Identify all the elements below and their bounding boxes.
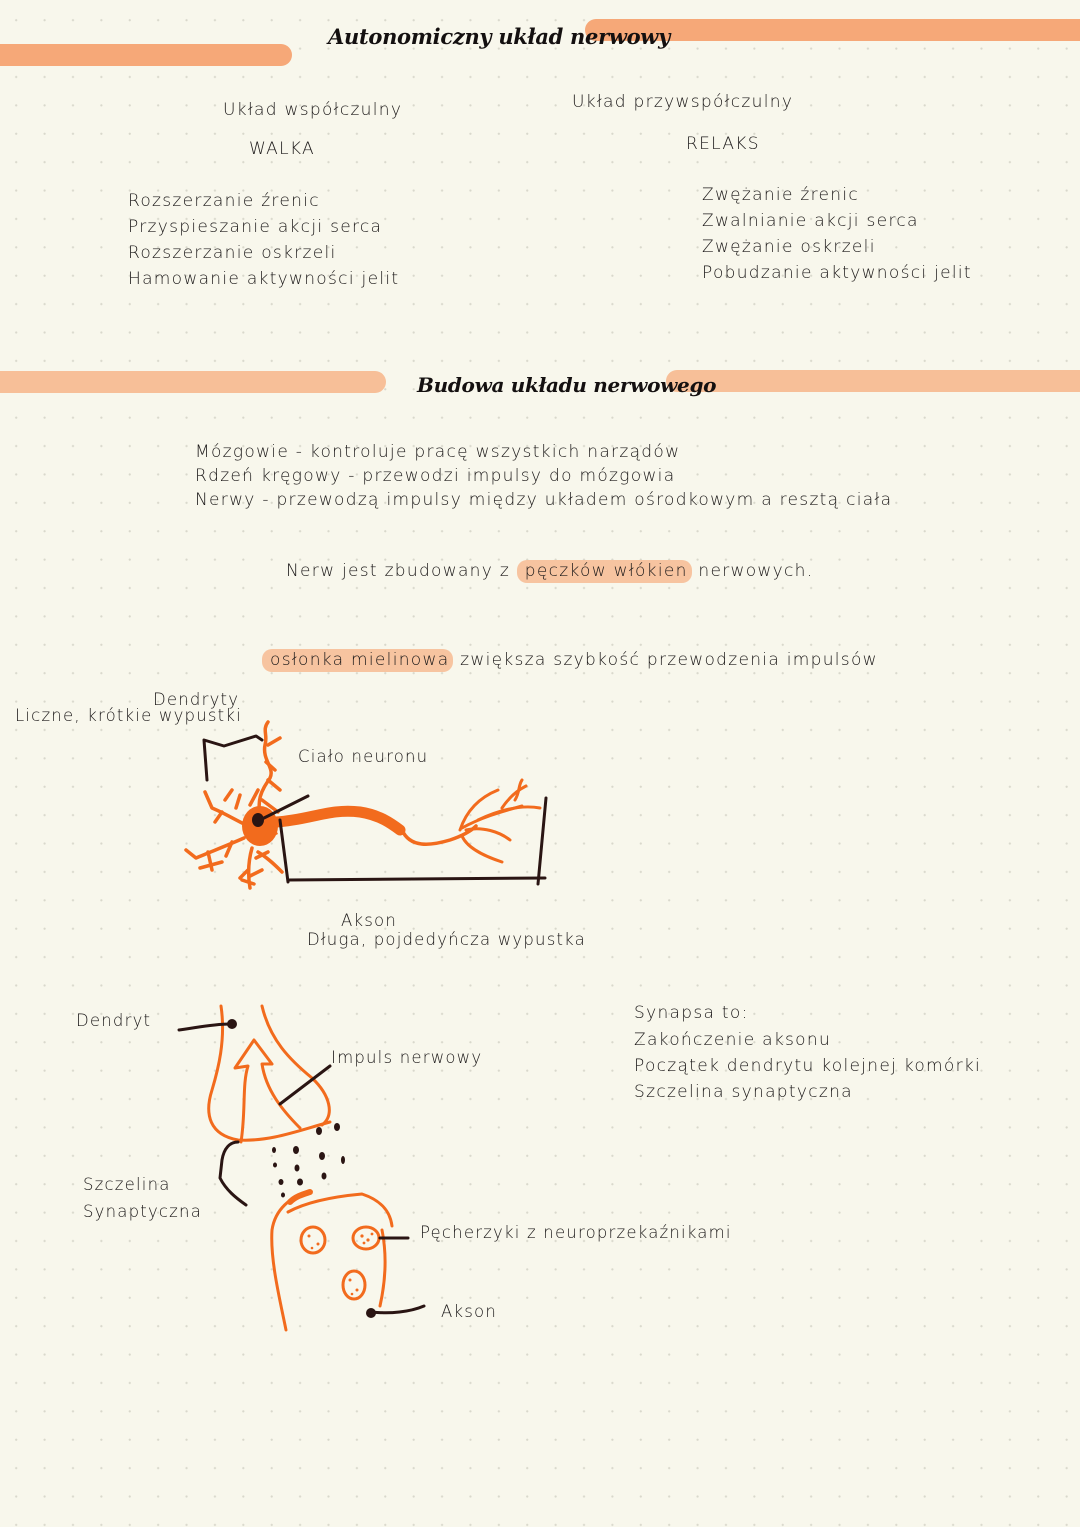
myelin-sentence-after: zwiększa szybkość przewodzenia impulsów	[460, 650, 878, 670]
nerve-sentence-before: Nerw jest zbudowany z	[286, 561, 511, 581]
definition-brain: Mózgowie - kontroluje pracę wszystkich narządów	[195, 442, 681, 462]
list-item: Przyspieszanie akcji serca	[128, 217, 383, 237]
nerve-sentence-after: nerwowych.	[698, 561, 814, 581]
list-item: Zwężanie oskrzeli	[702, 237, 876, 257]
nerve-sentence-highlight: pęczków włókien	[517, 560, 692, 583]
list-item: Zakończenie aksonu	[634, 1030, 832, 1050]
label-synaptic-cleft-2: Synaptyczna	[83, 1202, 203, 1221]
myelin-sentence-highlight: osłonka mielinowa	[262, 649, 453, 672]
list-item: Pobudzanie aktywności jelit	[702, 263, 972, 283]
synapse-components-list	[634, 1027, 981, 1105]
sympathetic-heading: Układ współczulny	[223, 100, 403, 120]
label-axon-terminal: Akson	[441, 1302, 497, 1321]
list-item: Hamowanie aktywności jelit	[128, 269, 400, 289]
label-axon-desc: Długa, pojdedyńcza wypustka	[307, 930, 586, 949]
list-item: Początek dendrytu kolejnej komórki	[634, 1056, 982, 1076]
list-item: Zwężanie źrenic	[702, 185, 860, 205]
label-nerve-impulse: Impuls nerwowy	[331, 1048, 483, 1067]
label-axon: Akson	[341, 911, 397, 930]
synapse-heading: Synapsa to:	[634, 1003, 749, 1023]
label-neuron-body: Ciało neuronu	[298, 747, 429, 766]
sympathetic-keyword: WALKA	[249, 139, 315, 159]
list-item: Szczelina synaptyczna	[634, 1082, 853, 1102]
label-dendrites: Dendryty	[153, 690, 240, 709]
section-title-autonomic: Autonomiczny układ nerwowy	[328, 24, 670, 49]
parasympathetic-heading: Układ przywspółczulny	[572, 92, 794, 112]
label-dendrite: Dendryt	[76, 1011, 152, 1030]
label-vesicles: Pęcherzyki z neuroprzekaźnikami	[420, 1223, 732, 1242]
definition-nerves: Nerwy - przewodzą impulsy między układem ośrodkowym a resztą ciała	[195, 490, 893, 510]
label-synaptic-cleft-1: Szczelina	[83, 1175, 171, 1194]
definition-spinal-cord: Rdzeń kręgowy - przewodzi impulsy do mózgowia	[195, 466, 676, 486]
list-item: Rozszerzanie źrenic	[128, 191, 320, 211]
section-title-structure: Budowa układu nerwowego	[417, 373, 717, 397]
label-dendrites-desc: Liczne, krótkie wypustki	[15, 706, 242, 725]
parasympathetic-keyword: RELAKS	[686, 134, 760, 154]
list-item: Rozszerzanie oskrzeli	[128, 243, 337, 263]
list-item: Zwalnianie akcji serca	[702, 211, 919, 231]
